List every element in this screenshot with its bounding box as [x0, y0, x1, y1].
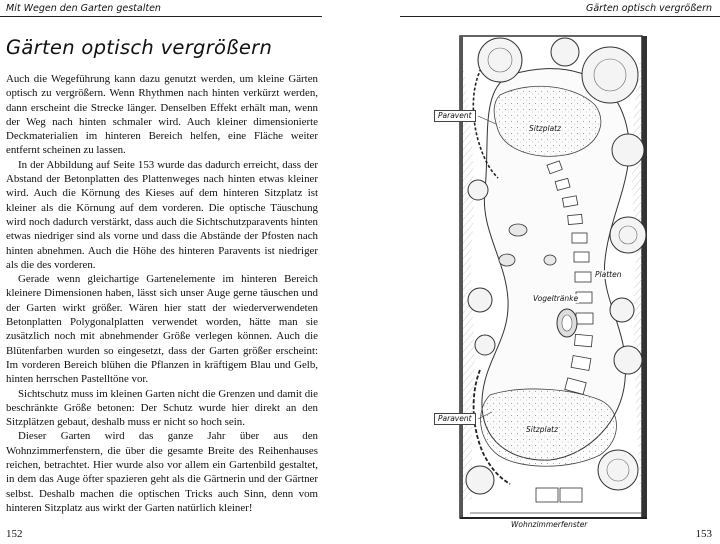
left-strip	[460, 36, 463, 518]
right-border-bed	[632, 60, 642, 500]
label-wohnzimmerfenster: Wohnzimmerfenster	[511, 520, 588, 529]
right-page	[360, 0, 720, 544]
left-border-bed	[463, 60, 475, 500]
running-head-right: Gärten optisch vergrößern	[586, 3, 712, 14]
paragraph: In der Abbildung auf Seite 153 wurde das dadurch erreicht, dass der Abstand der Betonplatten des Plattenweges nach hinten etwas kleiner wird. Auch die Körnung des Kieses auf dem hinteren Sitzplatz ist kleiner als die Körnung auf dem vorderen. Die optische Täuschung wird noch dadurch verstärkt, dass auch die Sichtschutzparavents hinten etwas niedriger sind als vorne und dass die Abstände der Pfosten nach hinten abnehmen. Auch die Höhe des hinteren Paravents ist niedriger als die des vorderen.	[6, 158, 318, 271]
right-wall	[642, 36, 647, 518]
running-head-left: Mit Wegen den Garten gestalten	[6, 3, 161, 14]
page-title: Gärten optisch vergrößern	[6, 36, 273, 59]
label-paravent-bottom: Paravent	[434, 413, 476, 425]
label-paravent-top: Paravent	[434, 110, 476, 122]
garden-plan-illustration	[360, 0, 720, 544]
header-rule-left	[0, 16, 322, 17]
paragraph: Gerade wenn gleichartige Gartenelemente im hinteren Bereich kleinere Dimensionen haben, lässt sich unser Auge gerne täuschen und der Garten wirkt größer. Wären hier statt der wiederverwendeten Betonplatten Polygonalplatten verwendet worden, hätte man sie zusätzlich noch mit abnehmender Größe verlegen können. Auch die Blütenfarben wurden so eingesetzt, dass der Garten größer erscheint: Im vorderen Bereich blühen die Pflanzen in kräftigem Blau und Gelb, hinten herrschen Pastelltöne vor.	[6, 273, 318, 386]
vogeltraenke-water	[562, 315, 572, 331]
label-vogeltraenke: Vogeltränke	[533, 294, 579, 303]
paragraph: Sichtschutz muss im kleinen Garten nicht die Grenzen und damit die beschränkte Größe betonen: Der Schutz wurde hier direkt an den Sitzplätzen gebaut, deshalb muss er nicht so hoch sein.	[6, 387, 318, 429]
paragraph: Auch die Wegeführung kann dazu genutzt werden, um kleine Gärten optisch zu vergrößern. Wenn Rhythmen nach hinten verkürzt werden, dann erscheint die Strecke länger. Denselben Effekt erhält man, wenn der Weg nach hinten schmaler wird. Auch kleiner dimensionierte Deckmaterialien im hinteren Bereich helfen, eine Fläche weiter entfernt scheinen zu lassen.	[6, 73, 318, 157]
page-number-left: 152	[6, 528, 23, 540]
body-text	[6, 72, 318, 515]
label-platten: Platten	[595, 270, 622, 279]
label-sitzplatz-bottom: Sitzplatz	[526, 425, 559, 434]
page-number-right: 153	[695, 528, 712, 540]
label-sitzplatz-top: Sitzplatz	[529, 124, 562, 133]
paragraph: Dieser Garten wird das ganze Jahr über aus den Wohnzimmerfenstern, die über die gesamte Breite des Reihenhauses reichen, betrachtet. Hier wurde also vor allem ein Gartenbild gestaltet, in dem das Auge öfter spazieren geht als die Gärtnerin und der Gärtner selbst. Deshalb machen die optischen Tricks auch Sinn, denn vom hinteren Sitzplatz aus wirkt der Garten natürlich kleiner!	[6, 430, 318, 514]
sitzplatz-top	[494, 86, 601, 156]
